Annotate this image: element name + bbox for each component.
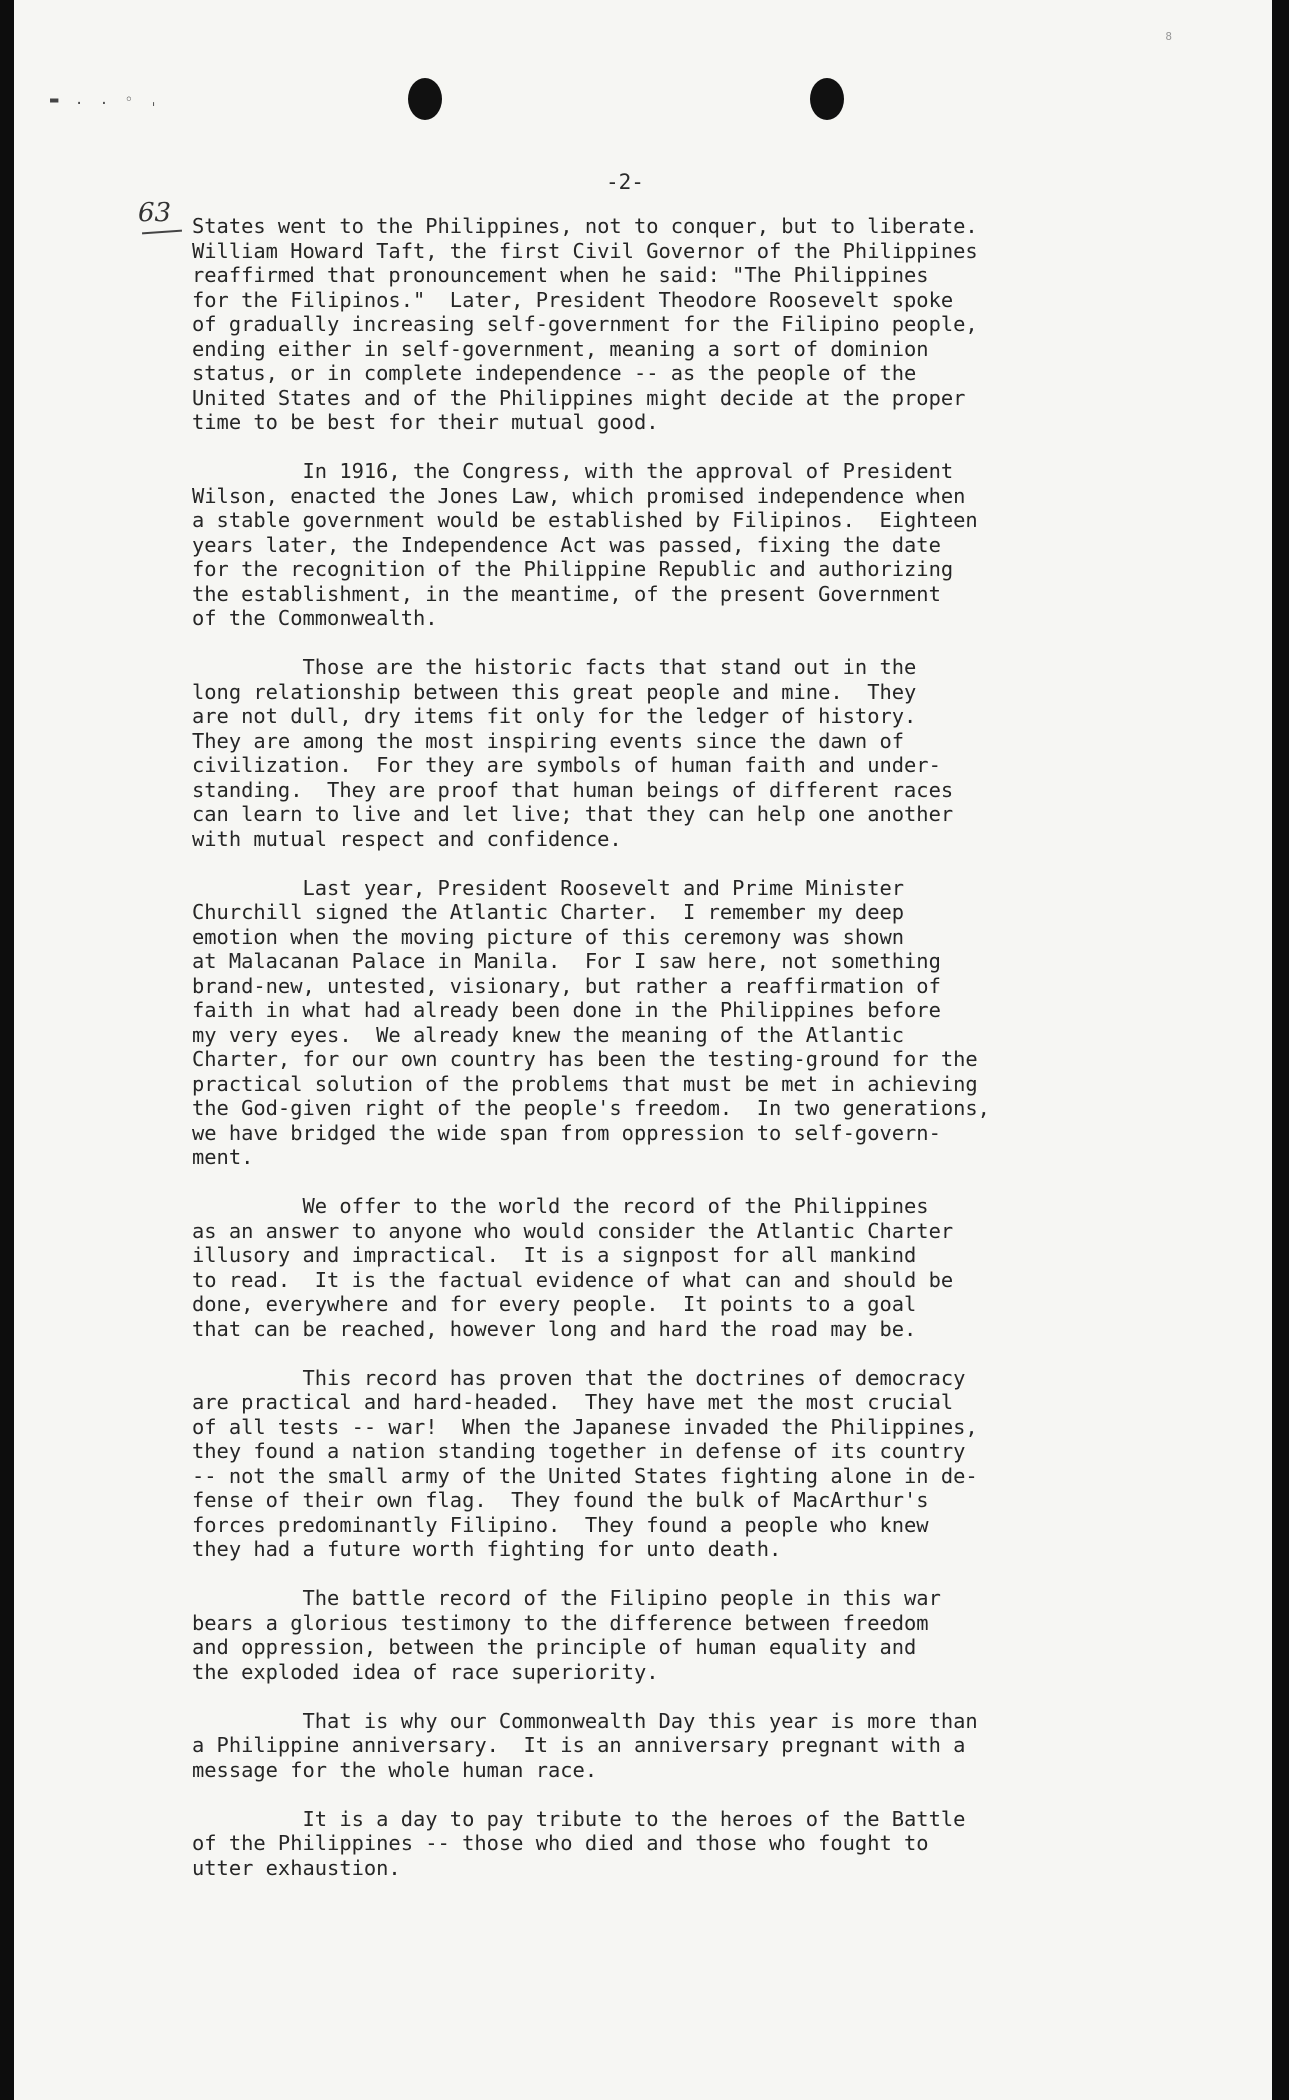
text-line: are not dull, dry items fit only for the ledger of history. bbox=[192, 704, 917, 728]
text-line: long relationship between this great people and mine. They bbox=[192, 679, 917, 704]
text-line: the exploded idea of race superiority. bbox=[192, 1659, 659, 1684]
text-line: message for the whole human race. bbox=[192, 1757, 598, 1782]
text-line: they had a future worth fighting for unto death. bbox=[192, 1537, 782, 1561]
text-line: emotion when the moving picture of this ceremony was shown bbox=[192, 924, 905, 949]
text-line: at Malacanan Palace in Manila. For I saw here, not something bbox=[192, 949, 941, 973]
text-line: that can be reached, however long and hard the road may be. bbox=[192, 1316, 917, 1341]
text-line: the establishment, in the meantime, of the present Government bbox=[192, 581, 941, 606]
text-line: fense of their own flag. They found the bulk of MacArthur's bbox=[192, 1488, 929, 1512]
text-line: civilization. For they are symbols of human faith and under- bbox=[192, 753, 941, 777]
text-line: faith in what had already been done in the Philippines before bbox=[192, 998, 941, 1022]
body-text bbox=[192, 214, 1202, 1905]
text-line: as an answer to anyone who would consider the Atlantic Charter bbox=[192, 1218, 954, 1243]
text-line: of the Philippines -- those who died and those who fought to bbox=[192, 1831, 929, 1855]
text-line: illusory and impractical. It is a signpost for all mankind bbox=[192, 1243, 917, 1267]
text-line: are practical and hard-headed. They have met the most crucial bbox=[192, 1390, 954, 1414]
text-line: Those are the historic facts that stand out in the bbox=[192, 655, 917, 679]
punch-hole-right bbox=[810, 78, 844, 120]
text-line: In 1916, the Congress, with the approval of President bbox=[192, 459, 954, 483]
text-line: ending either in self-government, meaning a sort of dominion bbox=[192, 336, 929, 361]
text-line: years later, the Independence Act was passed, fixing the date bbox=[192, 532, 941, 557]
text-line: forces predominantly Filipino. They found a people who knew bbox=[192, 1512, 929, 1537]
text-line: This record has proven that the doctrines of democracy bbox=[192, 1365, 966, 1390]
text-line: bears a glorious testimony to the difference between freedom bbox=[192, 1610, 929, 1635]
text-line: States went to the Philippines, not to conquer, but to liberate. bbox=[192, 214, 978, 238]
page-number: -2- bbox=[606, 170, 644, 194]
corner-mark: ▬ . . ◦ ˌ bbox=[50, 92, 162, 108]
margin-note-underline bbox=[142, 230, 182, 235]
text-line: Charter, for our own country has been the testing-ground for the bbox=[192, 1047, 978, 1071]
text-line: of all tests -- war! When the Japanese invaded the Philippines, bbox=[192, 1414, 978, 1439]
text-line: for the Filipinos." Later, President Theodore Roosevelt spoke bbox=[192, 287, 954, 312]
text-line: time to be best for their mutual good. bbox=[192, 410, 659, 434]
text-line: my very eyes. We already knew the meaning of the Atlantic bbox=[192, 1022, 905, 1047]
paragraph-9 bbox=[192, 1807, 1202, 1881]
text-line: Wilson, enacted the Jones Law, which promised independence when bbox=[192, 483, 966, 508]
text-line: of the Commonwealth. bbox=[192, 606, 438, 630]
paragraph-6 bbox=[192, 1366, 1202, 1562]
text-line: standing. They are proof that human beings of different races bbox=[192, 777, 954, 802]
text-line: The battle record of the Filipino people in this war bbox=[192, 1586, 941, 1610]
paragraph-8 bbox=[192, 1709, 1202, 1783]
text-line: -- not the small army of the United States fighting alone in de- bbox=[192, 1463, 978, 1488]
text-line: utter exhaustion. bbox=[192, 1855, 401, 1880]
text-line: status, or in complete independence -- as the people of the bbox=[192, 361, 917, 385]
paragraph-2 bbox=[192, 459, 1202, 631]
punch-hole-left bbox=[408, 78, 442, 120]
text-line: they found a nation standing together in defense of its country bbox=[192, 1439, 966, 1463]
paragraph-3 bbox=[192, 655, 1202, 851]
text-line: to read. It is the factual evidence of what can and should be bbox=[192, 1267, 954, 1292]
paragraph-1 bbox=[192, 214, 1202, 435]
text-line: brand-new, untested, visionary, but rather a reaffirmation of bbox=[192, 973, 941, 998]
text-line: Last year, President Roosevelt and Prime Minister bbox=[192, 875, 905, 900]
text-line: with mutual respect and confidence. bbox=[192, 826, 622, 851]
paragraph-4 bbox=[192, 876, 1202, 1170]
text-line: of gradually increasing self-government for the Filipino people, bbox=[192, 312, 978, 336]
text-line: We offer to the world the record of the Philippines bbox=[192, 1194, 929, 1218]
text-line: ment. bbox=[192, 1145, 254, 1169]
text-line: a Philippine anniversary. It is an anniversary pregnant with a bbox=[192, 1733, 966, 1757]
paragraph-7 bbox=[192, 1586, 1202, 1684]
text-line: reaffirmed that pronouncement when he said: "The Philippines bbox=[192, 263, 929, 287]
text-line: and oppression, between the principle of human equality and bbox=[192, 1635, 917, 1659]
text-line: done, everywhere and for every people. It points to a goal bbox=[192, 1292, 917, 1316]
paragraph-5 bbox=[192, 1194, 1202, 1341]
corner-number: 8 bbox=[1165, 30, 1172, 43]
text-line: a stable government would be established by Filipinos. Eighteen bbox=[192, 508, 978, 532]
text-line: we have bridged the wide span from oppression to self-govern- bbox=[192, 1120, 941, 1145]
text-line: It is a day to pay tribute to the heroes of the Battle bbox=[192, 1806, 966, 1831]
text-line: United States and of the Philippines might decide at the proper bbox=[192, 385, 966, 410]
text-line: They are among the most inspiring events since the dawn of bbox=[192, 728, 905, 753]
text-line: William Howard Taft, the first Civil Governor of the Philippines bbox=[192, 238, 978, 263]
text-line: That is why our Commonwealth Day this year is more than bbox=[192, 1708, 978, 1733]
text-line: practical solution of the problems that must be met in achieving bbox=[192, 1071, 978, 1096]
text-line: can learn to live and let live; that they can help one another bbox=[192, 802, 954, 826]
text-line: the God-given right of the people's freedom. In two generations, bbox=[192, 1096, 990, 1120]
handwritten-margin-note: 63 bbox=[138, 198, 172, 228]
text-line: Churchill signed the Atlantic Charter. I remember my deep bbox=[192, 900, 905, 924]
text-line: for the recognition of the Philippine Republic and authorizing bbox=[192, 557, 954, 581]
